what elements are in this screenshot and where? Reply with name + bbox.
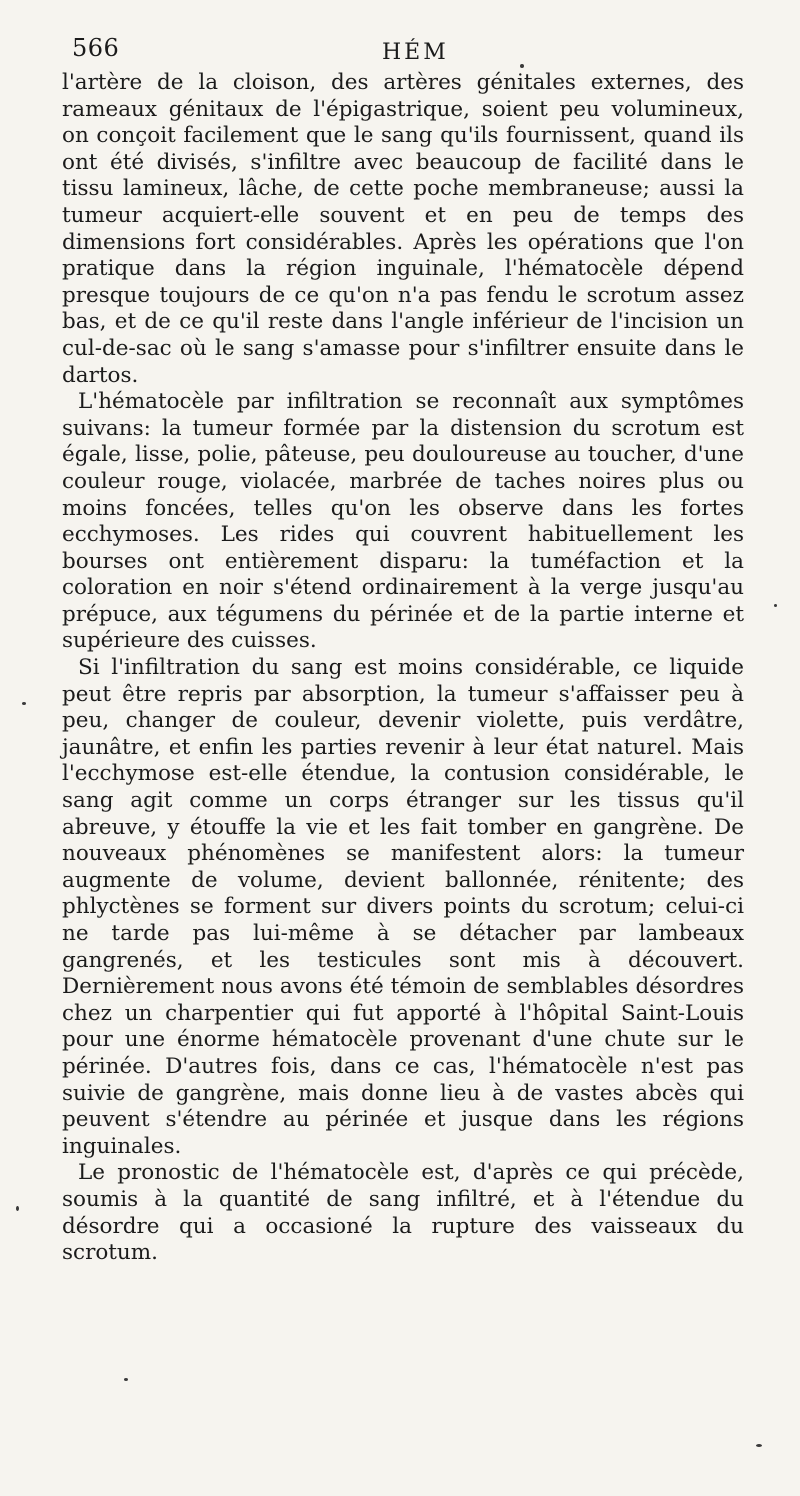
paragraph-evolution: Si l'infiltration du sang est moins considérable, ce liquide peut être repris par absorption, la tumeur s'affaisser peu à peu, changer de couleur, devenir violette, puis verdâtre, jaunâtre, et enfin les parties revenir à leur état naturel. Mais l'ecchymose est-elle étendue, la contusion considérable, le sang agit comme un corps étranger sur les tissus qu'il abreuve, y étouffe la vie et les fait tomber en gangrène. De nouveaux phénomènes se manifestent alors: la tumeur augmente de volume, devient ballonnée, rénitente; des phlyctènes se forment sur divers points du scrotum; celui-ci ne tarde pas lui-même à se détacher par lambeaux gangrenés, et les testicules sont mis à découvert. Dernièrement nous avons été témoin de semblables désordres chez un charpentier qui fut apporté à l'hôpital Saint-Louis pour une énorme hématocèle provenant d'une chute sur le périnée. D'autres fois, dans ce cas, l'hématocèle n'est pas suivie de gangrène, mais donne lieu à de vastes abcès qui peuvent s'étendre au périnée et jusque dans les régions inguinales. (62, 655, 744, 1159)
paragraph-symptoms: L'hématocèle par infiltration se reconnaît aux symptômes suivans: la tumeur formée par la distension du scrotum est égale, lisse, polie, pâteuse, peu douloureuse au toucher, d'une couleur rouge, violacée, marbrée de taches noires plus ou moins foncées, telles qu'on les observe dans les fortes ecchymoses. Les rides qui couvrent habituellement les bourses ont entièrement disparu: la tuméfaction et la coloration en noir s'étend ordinairement à la verge jusqu'au prépuce, aux tégumens du périnée et de la partie interne et supérieure des cuisses. (62, 389, 744, 654)
paragraph-prognosis: Le pronostic de l'hématocèle est, d'après ce qui précède, soumis à la quantité de sang infiltré, et à l'étendue du désordre qui a occasioné la rupture des vaisseaux du scrotum. (62, 1160, 744, 1266)
running-head: HÉM (382, 40, 449, 65)
paragraph-continued: l'artère de la cloison, des artères génitales externes, des rameaux génitaux de l'épigastrique, soient peu volumineux, on conçoit facilement que le sang qu'ils fournissent, quand ils ont été divisés, s'infiltre avec beaucoup de facilité dans le tissu lamineux, lâche, de cette poche membraneuse; aussi la tumeur acquiert-elle souvent et en peu de temps des dimensions fort considérables. Après les opérations que l'on pratique dans la région inguinale, l'hématocèle dépend presque toujours de ce qu'on n'a pas fendu le scrotum assez bas, et de ce qu'il reste dans l'angle inférieur de l'incision un cul-de-sac où le sang s'amasse pour s'infiltrer ensuite dans le dartos. (62, 70, 744, 388)
page-body (62, 70, 744, 1267)
page-number: 566 (72, 34, 120, 62)
page-header (72, 34, 760, 74)
